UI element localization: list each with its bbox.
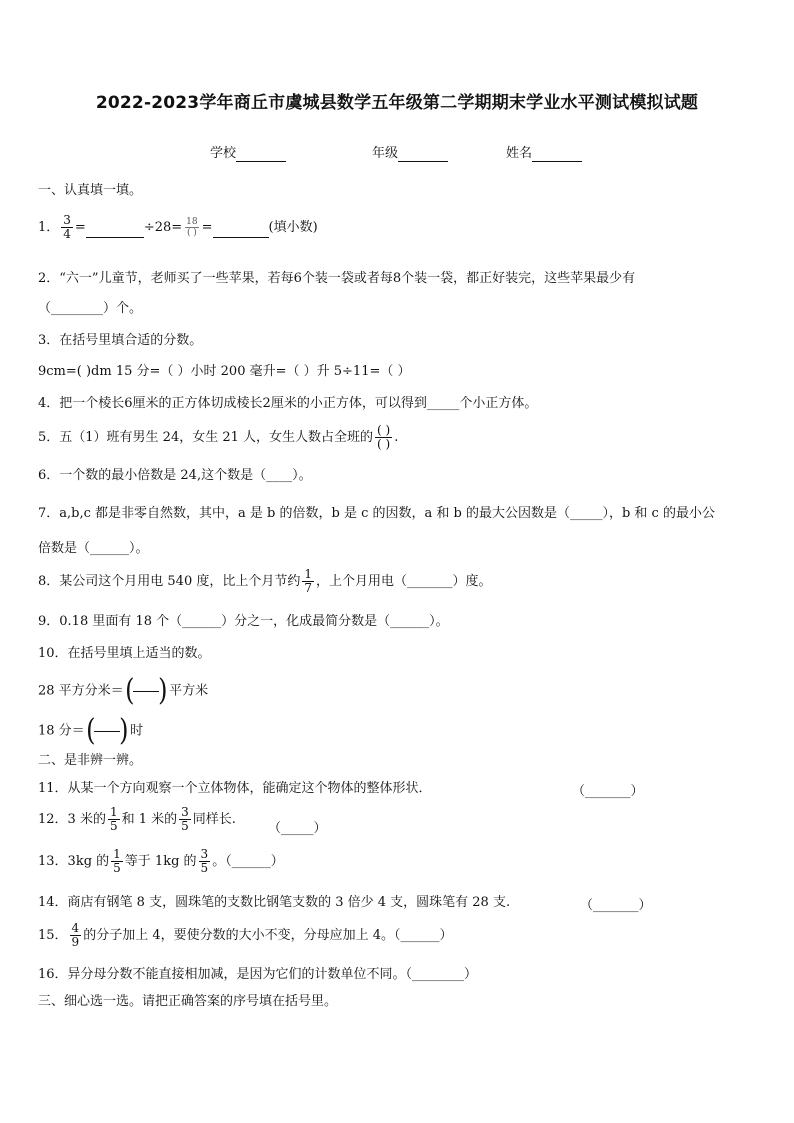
question-4: 4．把一个棱长6厘米的正方体切成棱长2厘米的小正方体，可以得到_____个小正方体。 bbox=[38, 396, 538, 411]
question-15: 15． $\frac{4}{9}$ 的分子加上 4，要使分数的大小不变，分母应加上 4。（______） bbox=[38, 921, 453, 949]
question-3-row: 9cm=( )dm 15 分=（ ）小时 200 毫升=（ ）升 5÷11=（ ） bbox=[38, 364, 411, 379]
question-5: 5．五（1）班有男生 24，女生 21 人，女生人数占全班的 $\frac{( )}{( )}$ . bbox=[38, 423, 399, 451]
question-10-row-2: 18 分＝( )时 bbox=[38, 713, 144, 748]
fraction: $\frac{3}{4}$ bbox=[63, 213, 71, 241]
question-7-line-2: 倍数是（______）。 bbox=[38, 541, 149, 556]
grade-field bbox=[372, 142, 448, 162]
fraction: $\frac{3}{5}$ bbox=[181, 805, 189, 833]
question-2-line-1: 2．“六一”儿童节，老师买了一些苹果，若每6个装一袋或者每8个装一袋，都正好装完，这些苹果最少有 bbox=[38, 271, 636, 286]
question-3: 3．在括号里填合适的分数。 bbox=[38, 333, 203, 348]
section-1-heading: 一、认真填一填。 bbox=[38, 183, 143, 198]
question-7-line-1: 7．a,b,c 都是非零自然数，其中，a 是 b 的倍数，b 是 c 的因数，a 和 b 的最大公因数是（_____），b 和 c 的最小公 bbox=[38, 506, 715, 521]
answer-blank bbox=[213, 219, 269, 238]
section-2-heading: 二、是非辨一辨。 bbox=[38, 753, 143, 768]
question-14-answer: （_______） bbox=[580, 898, 652, 913]
school-label: 学校 bbox=[210, 146, 237, 161]
fraction-bar bbox=[133, 691, 159, 692]
grade-label: 年级 bbox=[372, 146, 399, 161]
question-1: 1． $\frac{3}{4}$ = ÷28= $\frac{18}{( )}$ = (填小数) bbox=[38, 213, 318, 241]
question-12-answer: （_____） bbox=[268, 821, 327, 836]
question-number: 1． bbox=[38, 220, 60, 235]
fraction: $\frac{18}{( )}$ bbox=[186, 217, 198, 238]
fraction: $\frac{3}{5}$ bbox=[200, 847, 209, 875]
school-blank bbox=[236, 146, 286, 162]
name-field bbox=[506, 142, 582, 162]
grade-blank bbox=[398, 146, 448, 162]
question-6: 6．一个数的最小倍数是 24,这个数是（____）。 bbox=[38, 468, 312, 483]
name-blank bbox=[532, 146, 582, 162]
school-field bbox=[210, 142, 286, 162]
fraction-bar bbox=[94, 731, 120, 732]
question-10: 10．在括号里填上适当的数。 bbox=[38, 646, 211, 661]
question-9: 9．0.18 里面有 18 个（______）分之一，化成最简分数是（______）。 bbox=[38, 614, 449, 629]
question-16: 16．异分母分数不能直接相加减，是因为它们的计数单位不同。（________） bbox=[38, 967, 478, 982]
section-3-heading: 三、细心选一选。请把正确答案的序号填在括号里。 bbox=[38, 994, 338, 1009]
name-label: 姓名 bbox=[506, 146, 533, 161]
fraction: $\frac{4}{9}$ bbox=[71, 921, 80, 949]
question-2-line-2: （________）个。 bbox=[38, 301, 143, 316]
answer-blank bbox=[86, 219, 144, 238]
question-12: 12．3 米的 $\frac{1}{5}$ 和 1 米的 $\frac{3}{5}$ 同样长. bbox=[38, 805, 236, 833]
fraction: $\frac{1}{5}$ bbox=[109, 805, 118, 833]
question-8: 8．某公司这个月用电 540 度，比上个月节约 $\frac{1}{7}$ ，上个月用电（_______）度。 bbox=[38, 567, 492, 595]
question-10-row-1: 28 平方分米＝( )平方米 bbox=[38, 673, 209, 708]
fraction: $\frac{1}{7}$ bbox=[304, 567, 312, 595]
question-13: 13．3kg 的 $\frac{1}{5}$ 等于 1kg 的 $\frac{3}{5}$ 。（______） bbox=[38, 847, 284, 875]
question-14: 14．商店有钢笔 8 支，圆珠笔的支数比钢笔支数的 3 倍少 4 支，圆珠笔有 28 支. bbox=[38, 895, 511, 910]
fraction: $\frac{1}{5}$ bbox=[113, 847, 121, 875]
page-title: 2022-2023学年商丘市虞城县数学五年级第二学期期末学业水平测试模拟试题 bbox=[95, 93, 699, 113]
question-11-answer: （_______） bbox=[572, 784, 644, 799]
question-11: 11．从某一个方向观察一个立体物体，能确定这个物体的整体形状． bbox=[38, 781, 432, 796]
fraction: $\frac{( )}{( )}$ bbox=[377, 423, 391, 451]
